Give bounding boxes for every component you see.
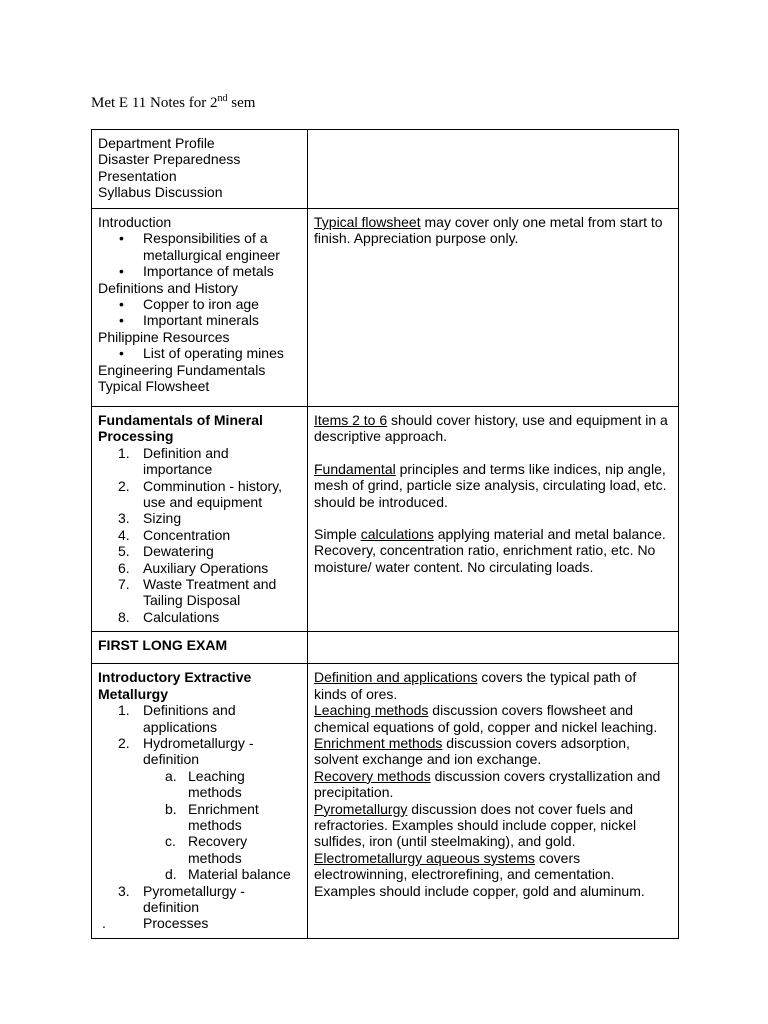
note-paragraph: [314, 461, 672, 510]
item-letter: a.: [165, 767, 177, 784]
note-paragraph: [314, 669, 672, 702]
list-item: • Importance of metals: [98, 263, 301, 279]
row4-topics-cell: [92, 632, 308, 664]
title-text: Met E 11 Notes for 2: [91, 95, 218, 111]
item-text: Definitions and applications: [143, 702, 236, 735]
list-item: [98, 527, 301, 543]
list-item: [98, 445, 301, 478]
note-paragraph: [314, 801, 672, 850]
item-letter: b.: [165, 800, 177, 817]
table-row: [92, 407, 679, 632]
list-item: [98, 702, 301, 735]
item-text: Sizing: [143, 510, 182, 527]
item-number: 6.: [118, 559, 130, 576]
note-text: discussion does not cover fuels and refractories. Examples should include copper, nickel sulfides, iron (until steelmaking), and gold.: [314, 800, 637, 850]
title-tail: sem: [227, 95, 256, 111]
note-text: should cover history, use and equipment in a descriptive approach.: [314, 412, 668, 445]
note-text: principles and terms like indices, nip angle, mesh of grind, particle size analysis, circulating load, etc. should be introduced.: [314, 460, 667, 510]
item-text: Leaching methods: [188, 767, 245, 801]
list-item: [98, 543, 301, 559]
notes-table: [91, 129, 679, 939]
table-row: [92, 130, 679, 209]
section-heading: Introductory Extractive Metallurgy: [98, 669, 252, 702]
item-number: 3.: [118, 882, 130, 899]
table-row: [92, 664, 679, 939]
exam-heading: FIRST LONG EXAM: [98, 637, 228, 654]
note-paragraph: [314, 412, 672, 445]
item-text: Auxiliary Operations: [143, 559, 269, 576]
list-item: [98, 576, 301, 609]
list-item: [98, 478, 301, 511]
list-item: [98, 768, 301, 801]
row1-notes-cell: [308, 130, 679, 209]
item-text: Recovery methods: [188, 833, 248, 866]
row1-topics-cell: [92, 130, 308, 209]
list-item: • Important minerals: [98, 312, 301, 328]
section-label: Definitions and History: [98, 279, 239, 296]
underlined-term: Enrichment methods: [314, 734, 443, 751]
list-item: [98, 801, 301, 834]
item-text: Concentration: [143, 526, 231, 543]
list-item: [98, 560, 301, 576]
note-paragraph: [314, 735, 672, 768]
row5-notes-cell: [308, 664, 679, 939]
stray-dot: .: [102, 915, 106, 932]
row4-notes-cell: [308, 632, 679, 664]
title-superscript: nd: [217, 93, 228, 104]
topic-line: Disaster Preparedness: [98, 151, 241, 168]
definitions-bullet-list: [98, 296, 301, 329]
underlined-term: Typical flowsheet: [314, 214, 421, 230]
note-text: Simple: [314, 526, 361, 543]
item-text: Processes: [143, 915, 209, 932]
extractive-metallurgy-list: [98, 702, 301, 768]
item-number: 2.: [118, 477, 130, 494]
section-label: Engineering Fundamentals: [98, 361, 266, 378]
underlined-term: calculations: [360, 526, 434, 543]
topic-line: Department Profile: [98, 135, 215, 151]
item-text: Comminution - history, use and equipment: [143, 477, 283, 511]
item-text: Pyrometallurgy - definition: [143, 882, 245, 915]
note-text: discussion covers adsorption, solvent exchange and ion exchange.: [314, 734, 630, 768]
item-number: 2.: [118, 734, 130, 751]
item-text: Hydrometallurgy - definition: [143, 734, 254, 768]
list-item: • List of operating mines: [98, 345, 301, 361]
underlined-term: Recovery methods: [314, 767, 431, 784]
item-number: 1.: [118, 702, 130, 719]
item-letter: c.: [165, 833, 176, 850]
processes-row: [98, 915, 301, 931]
row2-topics-cell: [92, 209, 308, 407]
pyrometallurgy-list: [98, 883, 301, 916]
item-text: Material balance: [188, 866, 291, 883]
section-label: Typical Flowsheet: [98, 378, 210, 395]
list-item: [98, 510, 301, 526]
table-row: [92, 209, 679, 407]
underlined-term: Fundamental: [314, 460, 396, 477]
item-number: 4.: [118, 526, 130, 543]
note-text: discussion covers crystallization and precipitation.: [314, 767, 661, 801]
underlined-term: Electrometallurgy aqueous systems: [314, 849, 535, 866]
philippine-bullet-list: [98, 345, 301, 361]
underlined-term: Definition and applications: [314, 669, 478, 686]
row3-topics-cell: [92, 407, 308, 632]
list-item: • Responsibilities of a metallurgical engineer: [98, 230, 301, 263]
row5-topics-cell: [92, 664, 308, 939]
list-item: [98, 833, 301, 866]
note-text: covers electrowinning, electrorefining, and cementation. Examples should include copper, gold and aluminum.: [314, 849, 645, 899]
item-text: Dewatering: [143, 543, 214, 560]
list-item: [98, 735, 301, 768]
mineral-processing-list: [98, 445, 301, 625]
item-text: Enrichment methods: [188, 800, 259, 833]
note-paragraph: [314, 850, 672, 899]
item-number: 1.: [118, 444, 130, 461]
list-item: [98, 609, 301, 625]
item-number: 8.: [118, 608, 130, 625]
topic-line: Syllabus Discussion: [98, 184, 223, 201]
item-text: Definition and importance: [143, 444, 229, 478]
item-letter: d.: [165, 866, 177, 883]
table-row: [92, 632, 679, 664]
note-text: applying material and metal balance. Recovery, concentration ratio, enrichment ratio, etc. No moisture/ water content. No circulating loads.: [314, 526, 666, 575]
section-label: Introduction: [98, 214, 172, 230]
hydrometallurgy-sublist: [98, 768, 301, 883]
document-title: [91, 93, 255, 112]
item-number: 3.: [118, 510, 130, 527]
note-text: may cover only one metal from start to finish. Appreciation purpose only.: [314, 214, 663, 247]
item-text: Calculations: [143, 608, 220, 625]
underlined-term: Items 2 to 6: [314, 412, 388, 428]
note-paragraph: [314, 768, 672, 801]
item-number: 7.: [118, 576, 130, 593]
row2-notes-cell: [308, 209, 679, 407]
note-paragraph: [314, 702, 672, 735]
item-number: 5.: [118, 543, 130, 560]
list-item: • Copper to iron age: [98, 296, 301, 312]
underlined-term: Pyrometallurgy: [314, 800, 408, 817]
section-heading: Fundamentals of Mineral Processing: [98, 412, 263, 445]
list-item: [98, 883, 301, 916]
section-label: Philippine Resources: [98, 328, 230, 345]
row3-notes-cell: [308, 407, 679, 632]
list-item: [98, 866, 301, 882]
item-text: Waste Treatment and Tailing Disposal: [143, 576, 277, 609]
note-text: discussion covers flowsheet and chemical equations of gold, copper and nickel leaching.: [314, 702, 658, 735]
note-text: covers the typical path of kinds of ores.: [314, 669, 637, 702]
underlined-term: Leaching methods: [314, 702, 429, 719]
intro-bullet-list: [98, 230, 301, 279]
topic-line: Presentation: [98, 167, 177, 184]
note-paragraph: [314, 526, 672, 575]
